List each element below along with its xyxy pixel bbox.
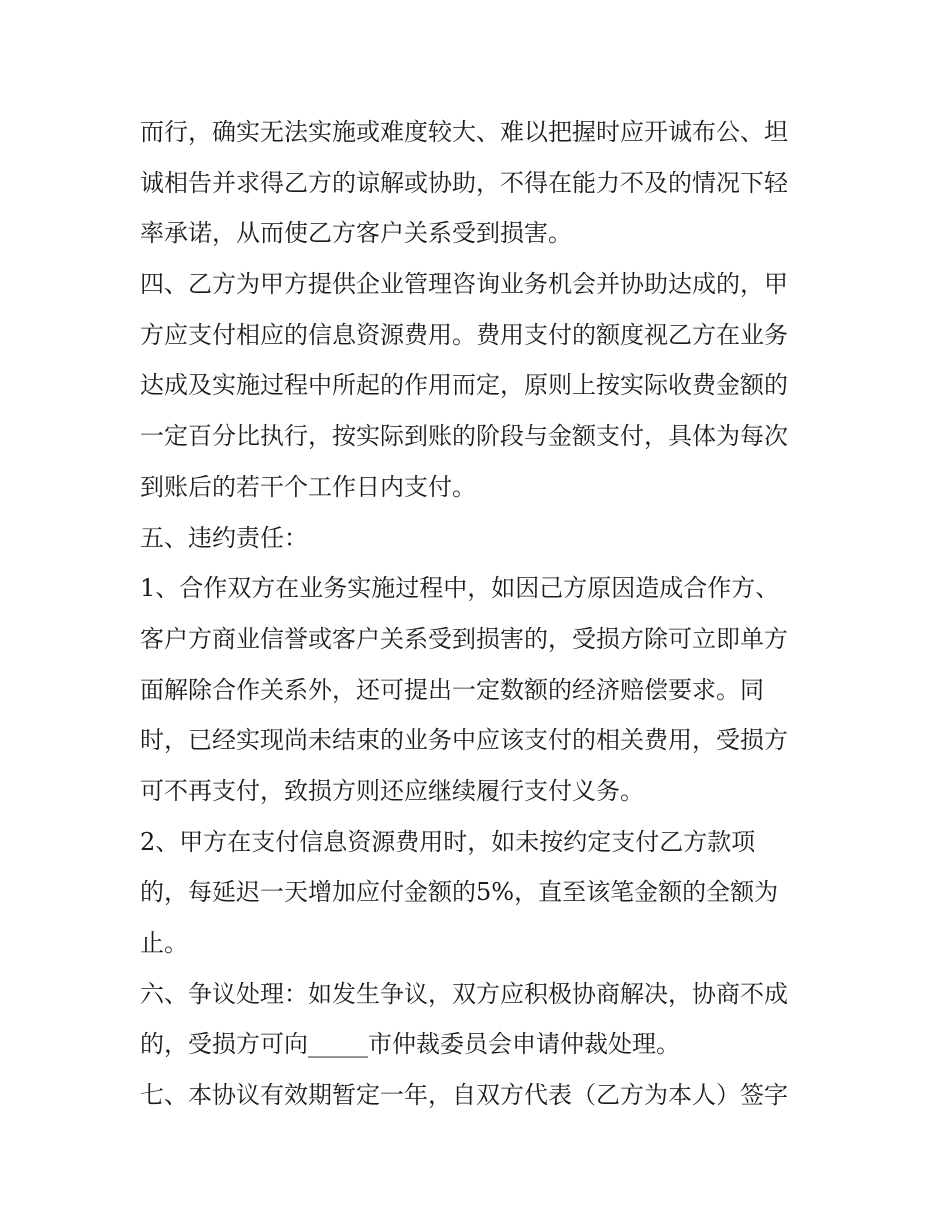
text-line: 到账后的若干个工作日内支付。 <box>140 472 476 501</box>
document-body <box>140 107 820 1121</box>
text-line: 的，每延迟一天增加应付金额的5%，直至该笔金额的全额为 <box>140 878 779 907</box>
text-line: 诚相告并求得乙方的谅解或协助，不得在能力不及的情况下轻 <box>140 168 788 197</box>
section-7-line: 七、本协议有效期暂定一年，自双方代表（乙方为本人）签字 <box>140 1081 788 1110</box>
clause-1-line: 1、合作双方在业务实施过程中，如因己方原因造成合作方、 <box>140 574 780 603</box>
section-6-line: 六、争议处理：如发生争议，双方应积极协商解决，协商不成 <box>140 979 788 1008</box>
text-line: 方应支付相应的信息资源费用。费用支付的额度视乙方在业务 <box>140 320 788 349</box>
text-line: 面解除合作关系外，还可提出一定数额的经济赔偿要求。同 <box>140 675 764 704</box>
text-line: 的，受损方可向_____市仲裁委员会申请仲裁处理。 <box>140 1030 680 1059</box>
text-line: 客户方商业信誉或客户关系受到损害的，受损方除可立即单方 <box>140 624 788 653</box>
section-4-line: 四、乙方为甲方提供企业管理咨询业务机会并协助达成的，甲 <box>140 270 788 299</box>
text-line: 而行，确实无法实施或难度较大、难以把握时应开诚布公、坦 <box>140 118 788 146</box>
text-line: 率承诺，从而使乙方客户关系受到损害。 <box>140 219 572 248</box>
section-5-heading: 五、违约责任： <box>140 523 308 552</box>
text-line: 可不再支付，致损方则还应继续履行支付义务。 <box>140 776 644 805</box>
text-line: 时，已经实现尚未结束的业务中应该支付的相关费用，受损方 <box>140 726 788 755</box>
clause-2-line: 2、甲方在支付信息资源费用时，如未按约定支付乙方款项 <box>140 827 756 856</box>
text-line: 止。 <box>140 929 188 957</box>
text-line: 一定百分比执行，按实际到账的阶段与金额支付，具体为每次 <box>140 422 788 451</box>
text-line: 达成及实施过程中所起的作用而定，原则上按实际收费金额的 <box>140 371 788 400</box>
